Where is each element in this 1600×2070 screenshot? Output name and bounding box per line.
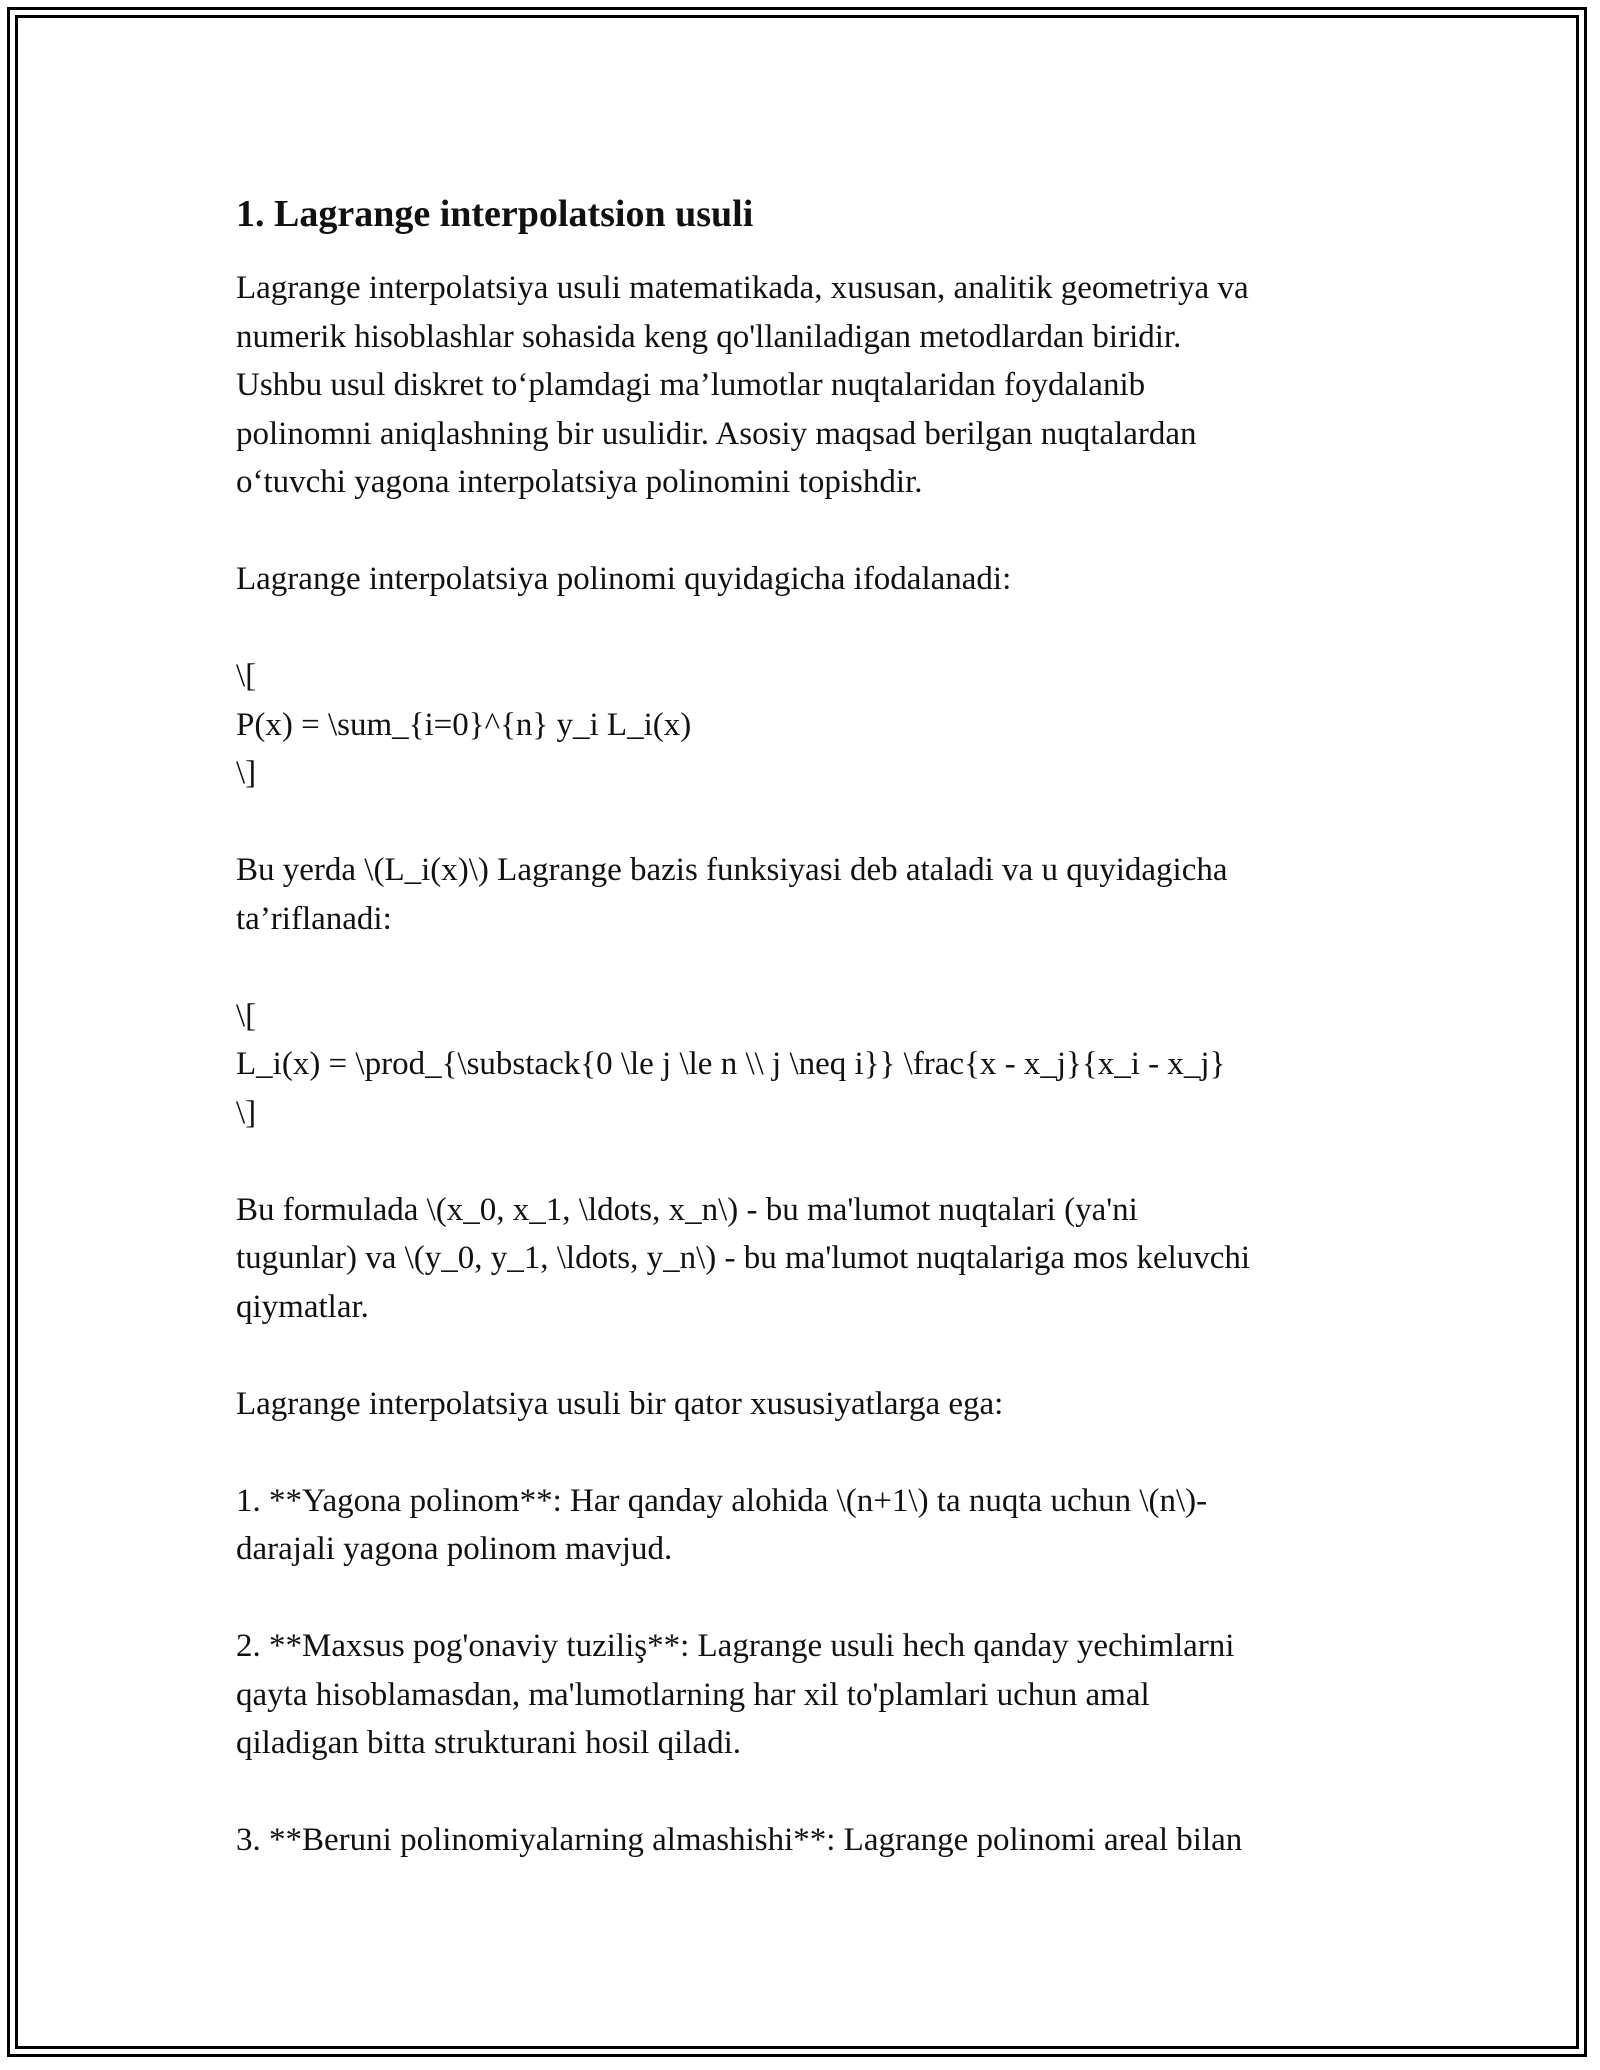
text-line: tugunlar) va \(y_0, y_1, \ldots, y_n\) - bu ma'lumot nuqtalariga mos keluvchi bbox=[236, 1240, 1251, 1276]
formula-close: \] bbox=[236, 1094, 257, 1131]
formula-open: \[ bbox=[236, 997, 257, 1034]
text-line: Lagrange interpolatsiya polinomi quyidagicha ifodalanadi: bbox=[236, 561, 1012, 597]
property-item-2 bbox=[236, 1622, 1376, 1768]
text-line: numerik hisoblashlar sohasida keng qo'llaniladigan metodlardan biridir. bbox=[236, 318, 1182, 355]
text-line: darajali yagona polinom mavjud. bbox=[236, 1531, 673, 1567]
formula-body: L_i(x) = \prod_{\substack{0 \le j \le n \\ j \neq i}} \frac{x - x_j}{x_i - x_j} bbox=[236, 1046, 1226, 1082]
text-line: polinomni aniqlashning bir usulidir. Asosiy maqsad berilgan nuqtalardan bbox=[236, 415, 1197, 452]
property-item-1 bbox=[236, 1477, 1376, 1574]
text-line: Lagrange interpolatsiya usuli bir qator xususiyatlarga ega: bbox=[236, 1385, 1004, 1422]
text-line: qiladigan bitta strukturani hosil qiladi. bbox=[236, 1725, 742, 1761]
basis-paragraph bbox=[236, 846, 1376, 943]
text-line: 2. **Maxsus pog'onaviy tuziliş**: Lagrange usuli hech qanday yechimlarni bbox=[236, 1628, 1235, 1664]
text-line: qiymatlar. bbox=[236, 1288, 369, 1325]
nodes-paragraph bbox=[236, 1186, 1376, 1332]
formula-close: \] bbox=[236, 755, 257, 791]
property-item-3 bbox=[236, 1816, 1376, 1865]
formula-block-1 bbox=[236, 652, 1376, 798]
text-line: Ushbu usul diskret to‘plamdagi ma’lumotlar nuqtalaridan foydalanib bbox=[236, 367, 1146, 403]
properties-intro-paragraph bbox=[236, 1380, 1376, 1429]
text-line: Lagrange interpolatsiya usuli matematikada, xususan, analitik geometriya va bbox=[236, 270, 1249, 306]
text-line: Bu yerda \(L_i(x)\) Lagrange bazis funksiyasi deb ataladi va u quyidagicha bbox=[236, 852, 1228, 888]
text-line: ta’riflanadi: bbox=[236, 900, 392, 937]
section-heading: 1. Lagrange interpolatsion usuli bbox=[236, 193, 754, 235]
text-line: Bu formulada \(x_0, x_1, \ldots, x_n\) - bu ma'lumot nuqtalari (ya'ni bbox=[236, 1191, 1138, 1228]
document-body bbox=[236, 188, 1376, 1865]
text-line: 1. **Yagona polinom**: Har qanday alohida \(n+1\) ta nuqta uchun \(n\)- bbox=[236, 1482, 1208, 1519]
text-line: 3. **Beruni polinomiyalarning almashishi**: Lagrange polinomi areal bilan bbox=[236, 1822, 1243, 1858]
formula-block-2 bbox=[236, 992, 1376, 1138]
formula-body: P(x) = \sum_{i=0}^{n} y_i L_i(x) bbox=[236, 706, 692, 743]
polynomial-intro-paragraph bbox=[236, 555, 1376, 604]
text-line: o‘tuvchi yagona interpolatsiya polinomini topishdir. bbox=[236, 464, 923, 500]
formula-open: \[ bbox=[236, 658, 257, 694]
text-line: qayta hisoblamasdan, ma'lumotlarning har xil to'plamlari uchun amal bbox=[236, 1676, 1150, 1713]
intro-paragraph bbox=[236, 264, 1376, 507]
